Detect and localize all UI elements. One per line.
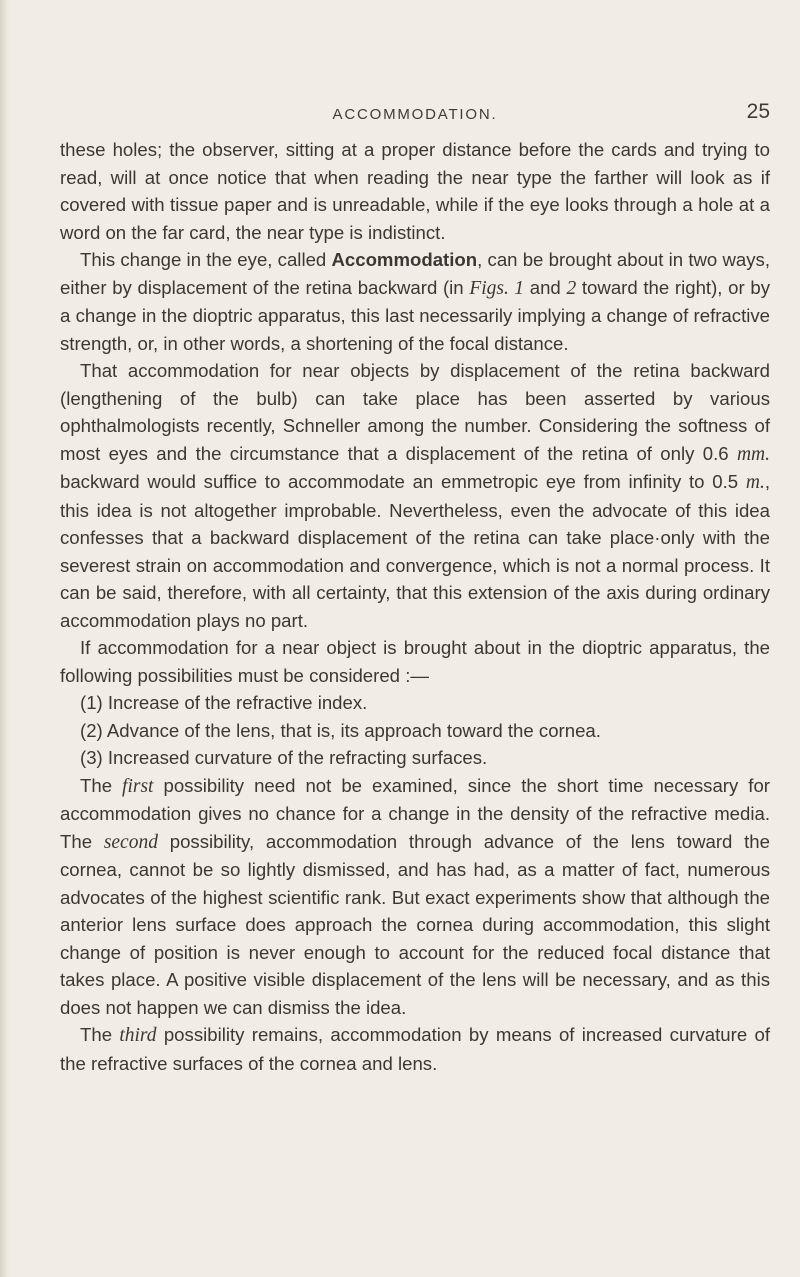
list-item-refractive-index [60, 689, 770, 717]
italic-term: mm. [736, 443, 770, 465]
list-item-lens-advance [60, 717, 770, 745]
paragraph-continued [60, 136, 770, 246]
body-text [60, 136, 770, 1077]
running-head: ACCOMMODATION. [332, 106, 498, 123]
text-run: toward the right), or by a change in the dioptric apparatus, this last necessarily implying a change of refractive strength, or, in other words, a shortening of the focal distance. [60, 276, 771, 354]
text-run: possibility remains, accommodation by means of increased curvature of the refractive surfaces of the cornea and lens. [60, 1024, 770, 1074]
bold-term: Accommodation [331, 249, 478, 270]
book-spine-edge [0, 0, 10, 1277]
italic-term: 2 [566, 277, 577, 299]
text-run: (1) Increase of the refractive index. [80, 692, 368, 713]
paragraph-dioptric-possibilities [60, 634, 770, 689]
paragraph-accommodation-definition [60, 246, 770, 357]
page-header [60, 100, 770, 130]
paragraph-first-second-possibility [60, 772, 770, 1022]
italic-term: third [119, 1025, 157, 1046]
text-run: backward would suffice to accommodate an emmetropic eye from infinity to 0.5 [60, 471, 746, 492]
text-run: (3) Increased curvature of the refracting surfaces. [80, 747, 488, 768]
text-run: possibility need not be examined, since the short time necessary for accommodation gives no chance for a change in the density of the refractive media. The [60, 774, 770, 852]
text-run: (2) Advance of the lens, that is, its approach toward the cornea. [80, 719, 601, 741]
text-run: If accommodation for a near object is brought about in the dioptric apparatus, the following possibilities must be considered :— [60, 637, 770, 686]
text-run: The [80, 1024, 120, 1045]
text-run: That accommodation for near objects by displacement of the retina backward (lengthening of the bulb) can take place has been asserted by various ophthalmologists recently, Schneller among the number. Considering the softness of most eyes and the circumstance that a displacement of the retina of only 0.6 [60, 360, 770, 464]
text-run: This change in the eye, called [80, 249, 332, 270]
page-number: 25 [746, 100, 770, 123]
text-run: The [80, 774, 123, 796]
list-item-curvature [60, 744, 770, 772]
italic-term: m. [745, 472, 765, 493]
text-run: , this idea is not altogether improbable. Nevertheless, even the advocate of this idea confesses that a backward displacement of the retina can take place·only with the severest strain on accommodation and convergence, which is not a normal process. It can be said, therefore, with all certainty, that this extension of the axis during ordinary accommodation plays no part. [60, 471, 770, 631]
paragraph-retina-displacement [60, 357, 770, 634]
italic-term: first [122, 775, 154, 797]
italic-term: Figs. 1 [469, 277, 525, 299]
text-run: possibility, accommodation through advance of the lens toward the cornea, cannot be so lightly dismissed, and has had, as a matter of fact, numerous advocates of the highest scientific rank. But exact experiments show that although the anterior lens surface does approach the cornea during accommodation, this slight change of position is never enough to account for the reduced focal distance that takes place. A positive visible displacement of the lens will be necessary, and as this does not happen we can dismiss the idea. [60, 830, 770, 1018]
text-run: these holes; the observer, sitting at a proper distance before the cards and trying to read, will at once notice that when reading the near type the farther will look as if covered with tissue paper and is unreadable, while if the eye looks through a hole at a word on the far card, the near type is indistinct. [60, 139, 770, 243]
text-run: and [524, 276, 567, 298]
italic-term: second [103, 831, 158, 853]
paragraph-third-possibility [60, 1021, 770, 1077]
text-run: , can be brought about in two ways, either by displacement of the retina backward (in [60, 249, 771, 298]
